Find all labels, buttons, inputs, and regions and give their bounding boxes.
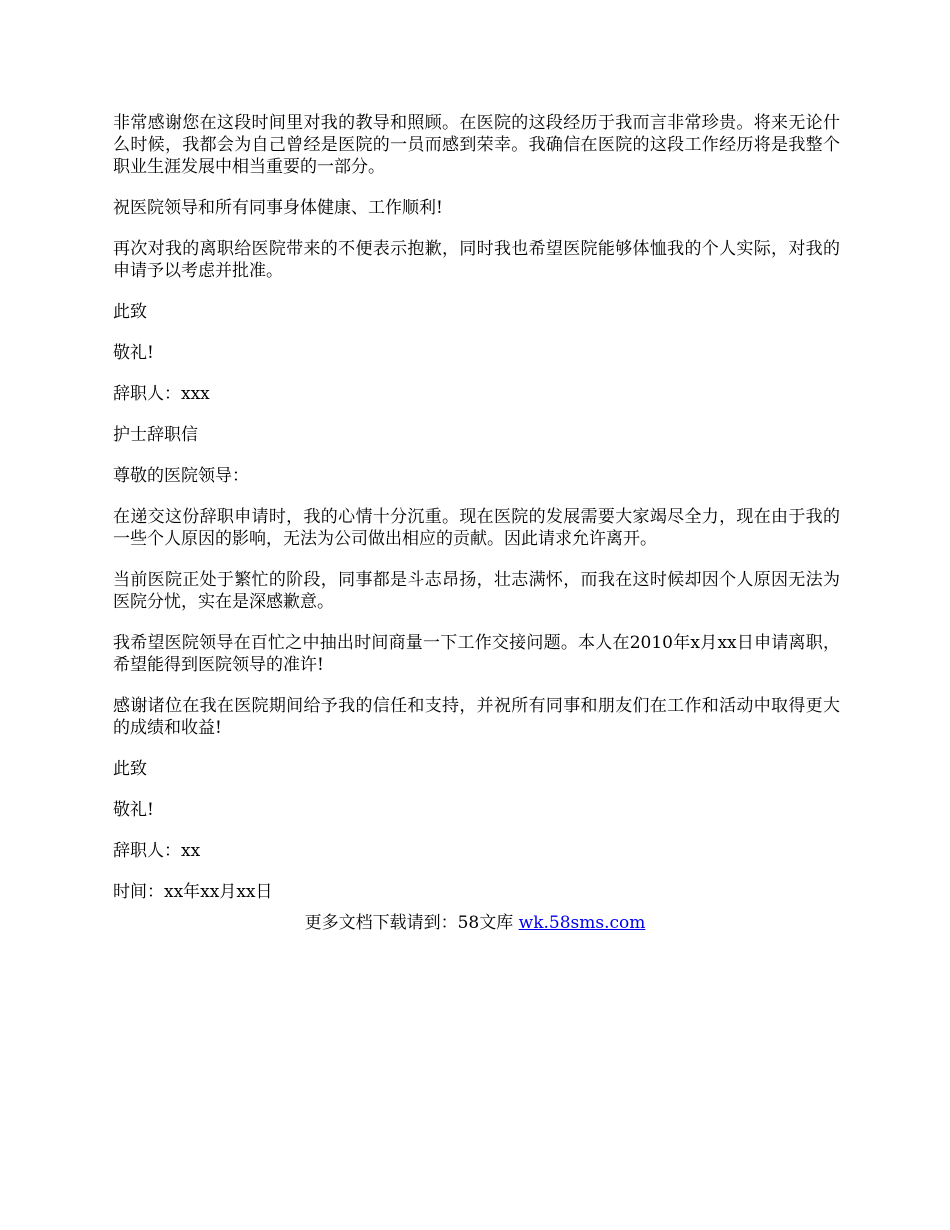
paragraph-thanks: 非常感谢您在这段时间里对我的教导和照顾。在医院的这段经历于我而言非常珍贵。将来无论什么时候，我都会为自己曾经是医院的一员而感到荣幸。我确信在医院的这段工作经历将是我整个职业生涯发展中相当重要的一部分。 [113, 113, 840, 177]
footer-link[interactable]: wk.58sms.com [518, 913, 646, 933]
closing-salutation: 此致 [113, 302, 147, 322]
paragraph-busy-period: 当前医院正处于繁忙的阶段，同事都是斗志昂扬，壮志满怀，而我在这时候却因个人原因无法为医院分忧，实在是深感歉意。 [113, 570, 840, 612]
download-footer [0, 912, 950, 934]
paragraph-handover: 我希望医院领导在百忙之中抽出时间商量一下工作交接问题。本人在2010年x月xx日申请离职，希望能得到医院领导的准许! [113, 633, 840, 675]
document-body [113, 112, 840, 922]
paragraph-wishes: 祝医院领导和所有同事身体健康、工作顺利! [113, 198, 443, 218]
paragraph-gratitude: 感谢诸位在我在医院期间给予我的信任和支持，并祝所有同事和朋友们在工作和活动中取得更大的成绩和收益! [113, 696, 840, 738]
section-title: 护士辞职信 [113, 425, 198, 445]
closing-regards-2: 敬礼! [113, 800, 154, 820]
closing-salutation-2: 此致 [113, 759, 147, 779]
paragraph-submission: 在递交这份辞职申请时，我的心情十分沉重。现在医院的发展需要大家竭尽全力，现在由于我的一些个人原因的影响，无法为公司做出相应的贡献。因此请求允许离开。 [113, 507, 840, 549]
signature-resigner: 辞职人：xxx [113, 384, 210, 404]
closing-regards: 敬礼! [113, 343, 154, 363]
paragraph-apology: 再次对我的离职给医院带来的不便表示抱歉，同时我也希望医院能够体恤我的个人实际，对我的申请予以考虑并批准。 [113, 239, 840, 281]
greeting: 尊敬的医院领导： [113, 466, 249, 486]
signature-resigner-2: 辞职人：xx [113, 841, 201, 861]
footer-text: 更多文档下载请到：58文库 [304, 913, 519, 933]
signature-date: 时间：xx年xx月xx日 [113, 882, 273, 902]
